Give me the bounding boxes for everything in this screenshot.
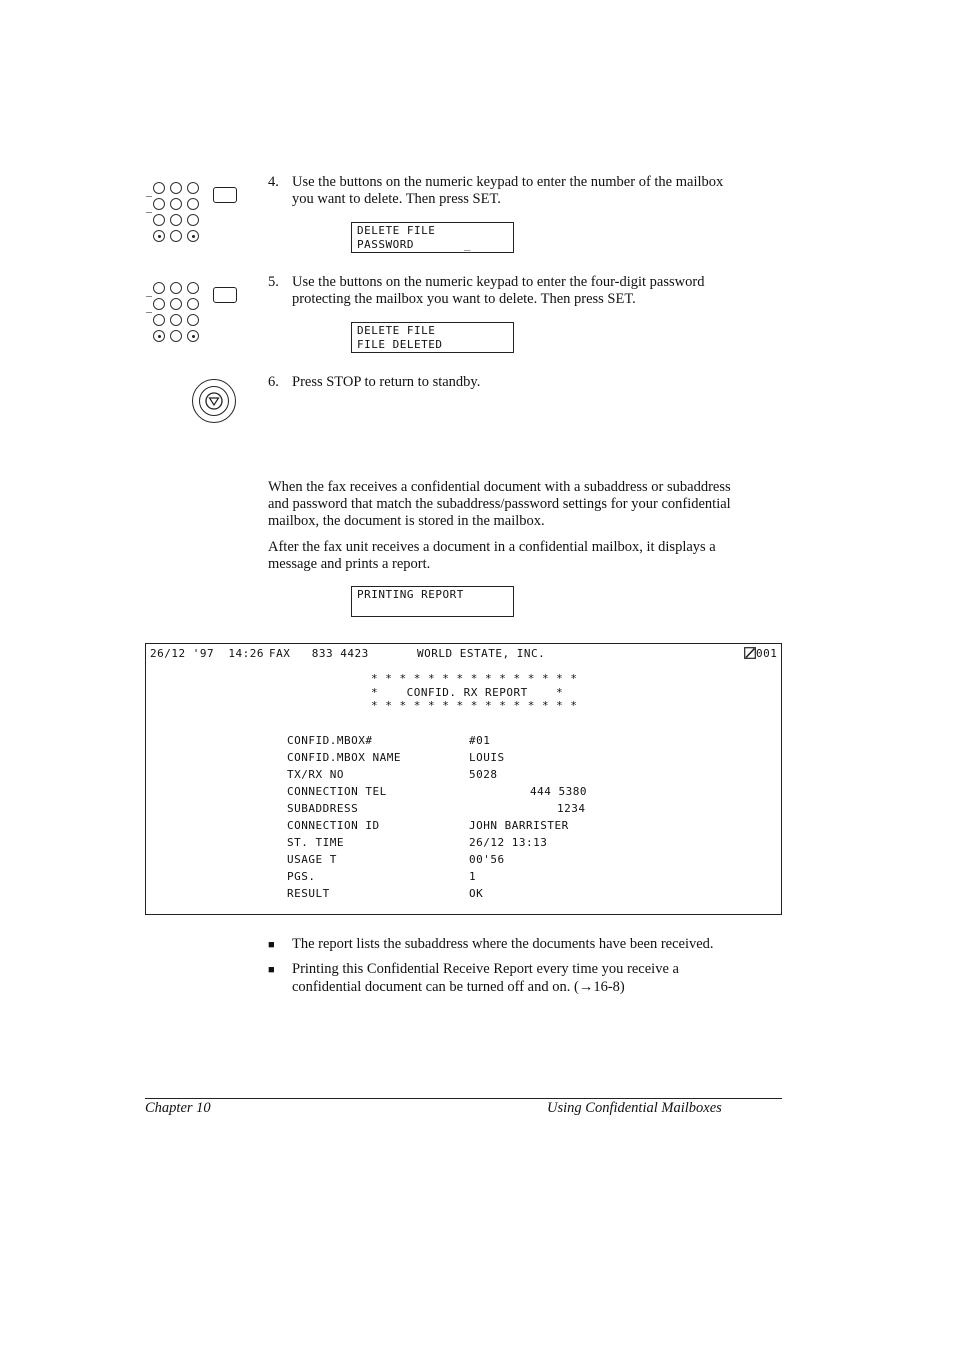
report-label: CONNECTION ID xyxy=(287,819,380,832)
report-header-page: 001 xyxy=(756,647,778,660)
step-number: 4. xyxy=(268,174,279,190)
bullet-text-line: Printing this Confidential Receive Report every time you receive a xyxy=(292,961,679,977)
report-label: CONFID.MBOX NAME xyxy=(287,751,401,764)
lcd-line: DELETE FILE xyxy=(357,224,436,237)
lcd-line: DELETE FILE xyxy=(357,324,436,337)
report-stars-line: * * * * * * * * * * * * * * * xyxy=(371,672,578,685)
bullet-marker: ■ xyxy=(268,964,275,976)
paragraph-line: message and prints a report. xyxy=(268,556,431,572)
report-label: SUBADDRESS xyxy=(287,802,359,815)
step-text-line: protecting the mailbox you want to delete. Then press SET. xyxy=(292,291,636,307)
stop-ring-icon xyxy=(199,386,229,416)
set-key-icon xyxy=(213,287,237,303)
report-label: PGS. xyxy=(287,870,316,883)
keypad-key-icon xyxy=(170,298,182,310)
paragraph-line: mailbox, the document is stored in the mailbox. xyxy=(268,513,545,529)
lcd-line: PRINTING REPORT xyxy=(357,588,464,601)
footer-chapter: Chapter 10 xyxy=(145,1100,211,1116)
keypad-key-icon xyxy=(153,314,165,326)
report-label: RESULT xyxy=(287,887,330,900)
lcd-line xyxy=(357,602,508,616)
lcd-line: FILE DELETED xyxy=(357,338,443,351)
bullet-text-line: The report lists the subaddress where the documents have been received. xyxy=(292,936,714,952)
keypad-key-icon xyxy=(187,282,199,294)
keypad-key-icon xyxy=(170,182,182,194)
keypad-hash-key-icon xyxy=(187,230,199,242)
keypad-star-key-icon xyxy=(153,330,165,342)
paragraph-line: and password that match the subaddress/password settings for your confidential xyxy=(268,496,731,512)
report-label: CONFID.MBOX# xyxy=(287,734,373,747)
keypad-key-icon xyxy=(170,230,182,242)
stop-button-icon xyxy=(192,379,236,423)
keypad-key-icon xyxy=(153,282,165,294)
report-value: OK xyxy=(469,887,484,900)
report-value: 00'56 xyxy=(469,853,505,866)
keypad-star-key-icon xyxy=(153,230,165,242)
confid-rx-report xyxy=(145,643,782,915)
keypad-key-icon xyxy=(153,198,165,210)
report-label: ST. TIME xyxy=(287,836,344,849)
keypad-key-icon xyxy=(187,298,199,310)
keypad-key-icon xyxy=(153,214,165,226)
lcd-display xyxy=(351,222,514,253)
report-value: LOUIS xyxy=(469,751,505,764)
keypad-key-icon xyxy=(170,214,182,226)
keypad-hash-key-icon xyxy=(187,330,199,342)
lcd-display xyxy=(351,322,514,353)
keypad-key-icon xyxy=(187,182,199,194)
step-number: 5. xyxy=(268,274,279,290)
report-title: * CONFID. RX REPORT * xyxy=(371,686,564,699)
report-value: 5028 xyxy=(469,768,498,781)
step-text-line: you want to delete. Then press SET. xyxy=(292,191,501,207)
step-text-line: Use the buttons on the numeric keypad to enter the number of the mailbox xyxy=(292,174,724,190)
keypad-key-icon xyxy=(187,314,199,326)
footer-section-title: Using Confidential Mailboxes xyxy=(547,1100,722,1116)
keypad-key-icon xyxy=(170,330,182,342)
lcd-line: PASSWORD _ xyxy=(357,238,471,251)
lcd-display xyxy=(351,586,514,617)
report-value: 444 5380 xyxy=(530,785,587,798)
report-value: 26/12 13:13 xyxy=(469,836,548,849)
keypad-key-icon xyxy=(153,182,165,194)
step-text-line: Use the buttons on the numeric keypad to enter the four-digit password xyxy=(292,274,705,290)
report-label: CONNECTION TEL xyxy=(287,785,387,798)
keypad-key-icon xyxy=(170,314,182,326)
step-text-line: Press STOP to return to standby. xyxy=(292,374,481,390)
report-value: JOHN BARRISTER xyxy=(469,819,569,832)
numeric-keypad-icon xyxy=(145,278,245,348)
keypad-key-icon xyxy=(187,198,199,210)
report-value: #01 xyxy=(469,734,491,747)
report-label: USAGE T xyxy=(287,853,337,866)
keypad-key-icon xyxy=(170,198,182,210)
report-header-company: WORLD ESTATE, INC. xyxy=(417,647,546,660)
keypad-key-icon xyxy=(170,282,182,294)
page-marker-icon xyxy=(744,647,756,659)
paragraph-line: After the fax unit receives a document in a confidential mailbox, it displays a xyxy=(268,539,716,555)
report-header-fax: FAX 833 4423 xyxy=(269,647,369,660)
report-value: 1234 xyxy=(557,802,586,815)
keypad-key-icon xyxy=(187,214,199,226)
report-header-date: 26/12 '97 14:26 xyxy=(150,647,264,660)
report-value: 1 xyxy=(469,870,477,883)
report-stars-line: * * * * * * * * * * * * * * * xyxy=(371,699,578,712)
bullet-marker: ■ xyxy=(268,939,275,951)
stop-symbol-icon xyxy=(200,387,228,415)
keypad-key-icon xyxy=(153,298,165,310)
bullet-text-line: confidential document can be turned off and on. (→16-8) xyxy=(292,979,625,995)
paragraph-line: When the fax receives a confidential document with a subaddress or subaddress xyxy=(268,479,731,495)
step-number: 6. xyxy=(268,374,279,390)
report-label: TX/RX NO xyxy=(287,768,344,781)
set-key-icon xyxy=(213,187,237,203)
numeric-keypad-icon xyxy=(145,178,245,248)
footer-rule xyxy=(145,1098,782,1099)
